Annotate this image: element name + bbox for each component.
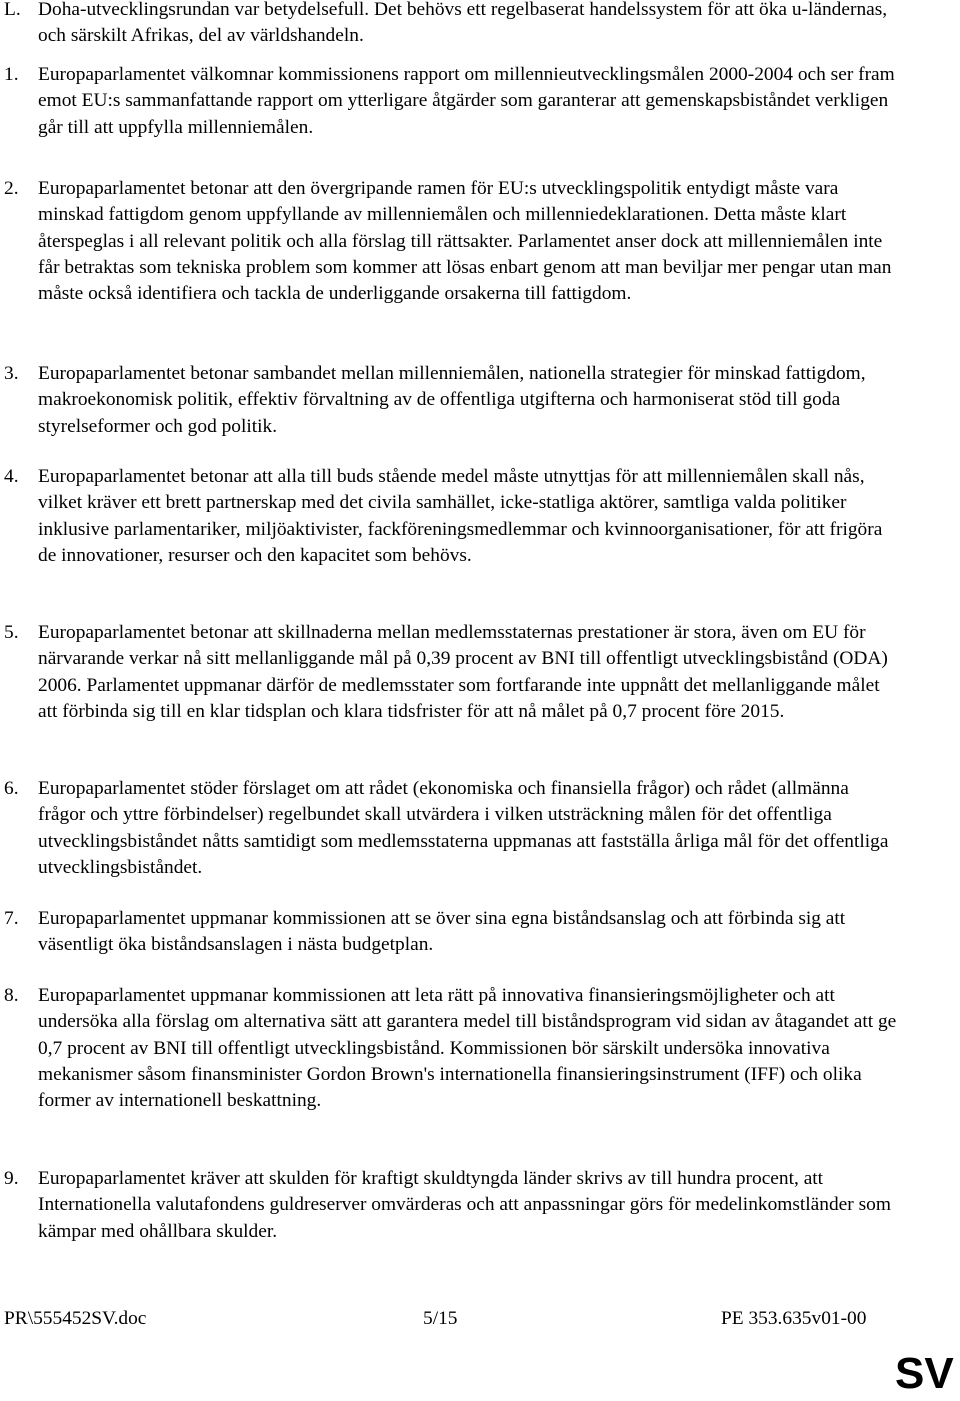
paragraph-number: 7. (4, 908, 19, 929)
paragraph-text: Europaparlamentet betonar att den övergripande ramen för EU:s utvecklingspolitik entydigt måste vara minskad fattigdom genom uppfyllande av millenniemålen och millenniedeklarationen. Detta måste klart återspeglas i all relevant politik och alla förslag till rättsakter. Parlamentet anser dock att millenniemålen inte får betraktas som tekniska problem som kommer att lösas enbart genom att man beviljar mer pengar utan man måste också identifiera och tackla de underliggande orsakerna till fattigdom. (38, 178, 892, 305)
paragraph-9 (0, 1166, 900, 1245)
footer-page-number: 5/15 (423, 1308, 458, 1329)
paragraph-number: 4. (4, 466, 19, 487)
paragraph-4 (0, 464, 900, 569)
paragraph-7 (0, 906, 900, 959)
paragraph-1 (0, 62, 900, 141)
paragraph-2 (0, 176, 900, 307)
paragraph-3 (0, 361, 900, 440)
paragraph-number: 6. (4, 778, 19, 799)
paragraph-5 (0, 620, 900, 725)
paragraph-number: 9. (4, 1168, 19, 1189)
paragraph-l (0, 0, 900, 50)
paragraph-text: Europaparlamentet kräver att skulden för kraftigt skuldtyngda länder skrivs av till hundra procent, att Internationella valutafondens guldreserver omvärderas och att anpassningar görs för medelinkomstländer som kämpar med ohållbara skulder. (38, 1168, 891, 1242)
language-code: SV (895, 1349, 954, 1398)
paragraph-number: 2. (4, 178, 19, 199)
paragraph-number: 8. (4, 985, 19, 1006)
footer-pe-ref: PE 353.635v01-00 (721, 1308, 867, 1329)
paragraph-text: Europaparlamentet välkomnar kommissionens rapport om millennieutvecklingsmålen 2000-2004 och ser fram emot EU:s sammanfattande rapport om ytterligare åtgärder som garanterar att gemenskapsbiståndet verkligen går till att uppfylla millenniemålen. (38, 64, 895, 138)
paragraph-text: Europaparlamentet uppmanar kommissionen att se över sina egna biståndsanslag och att förbinda sig att väsentligt öka biståndsanslagen i nästa budgetplan. (38, 908, 846, 956)
paragraph-number: 5. (4, 622, 19, 643)
paragraph-number: 3. (4, 363, 19, 384)
paragraph-text: Europaparlamentet uppmanar kommissionen att leta rätt på innovativa finansieringsmöjligheter och att undersöka alla förslag om alternativa sätt att garantera medel till biståndsprogram vid sidan av åtagandet att ge 0,7 procent av BNI till offentligt utvecklingsbistånd. Kommissionen bör särskilt undersöka innovativa mekanismer såsom finansminister Gordon Brown's internationella finansieringsinstrument (IFF) och olika former av internationell beskattning. (38, 985, 897, 1112)
paragraph-8 (0, 983, 900, 1114)
page-footer (0, 1304, 960, 1334)
paragraph-text: Europaparlamentet stöder förslaget om att rådet (ekonomiska och finansiella frågor) och rådet (allmänna frågor och yttre förbindelser) regelbundet skall utvärdera i vilken utsträckning målen för det offentliga utvecklingsbiståndet nåtts samtidigt som medlemsstaterna uppmanas att fastställa årliga mål för det offentliga utvecklingsbiståndet. (38, 778, 889, 878)
paragraph-text: Doha-utvecklingsrundan var betydelsefull. Det behövs ett regelbaserat handelssystem för att öka u-ländernas, och särskilt Afrikas, del av världshandeln. (38, 0, 888, 47)
footer-doc-ref: PR\555452SV.doc (4, 1308, 147, 1329)
paragraph-6 (0, 776, 900, 881)
paragraph-text: Europaparlamentet betonar att alla till buds stående medel måste utnyttjas för att millenniemålen skall nås, vilket kräver ett brett partnerskap med det civila samhället, icke-statliga aktörer, samtliga valda politiker inklusive parlamentariker, miljöaktivister, fackföreningsmedlemmar och kvinnoorganisationer, för att frigöra de innovationer, resurser och den kapacitet som behövs. (38, 466, 883, 566)
paragraph-text: Europaparlamentet betonar sambandet mellan millenniemålen, nationella strategier för minskad fattigdom, makroekonomisk politik, effektiv förvaltning av de offentliga utgifterna och harmoniserat stöd till goda styrelseformer och god politik. (38, 363, 866, 437)
paragraph-number: L. (4, 0, 21, 20)
paragraph-number: 1. (4, 64, 19, 85)
paragraph-text: Europaparlamentet betonar att skillnaderna mellan medlemsstaternas prestationer är stora, även om EU för närvarande verkar nå sitt mellanliggande mål på 0,39 procent av BNI till offentligt utvecklingsbistånd (ODA) 2006. Parlamentet uppmanar därför de medlemsstater som fortfarande inte uppnått det mellanliggande målet att förbinda sig till en klar tidsplan och klara tidsfrister för att nå målet på 0,7 procent före 2015. (38, 622, 888, 722)
